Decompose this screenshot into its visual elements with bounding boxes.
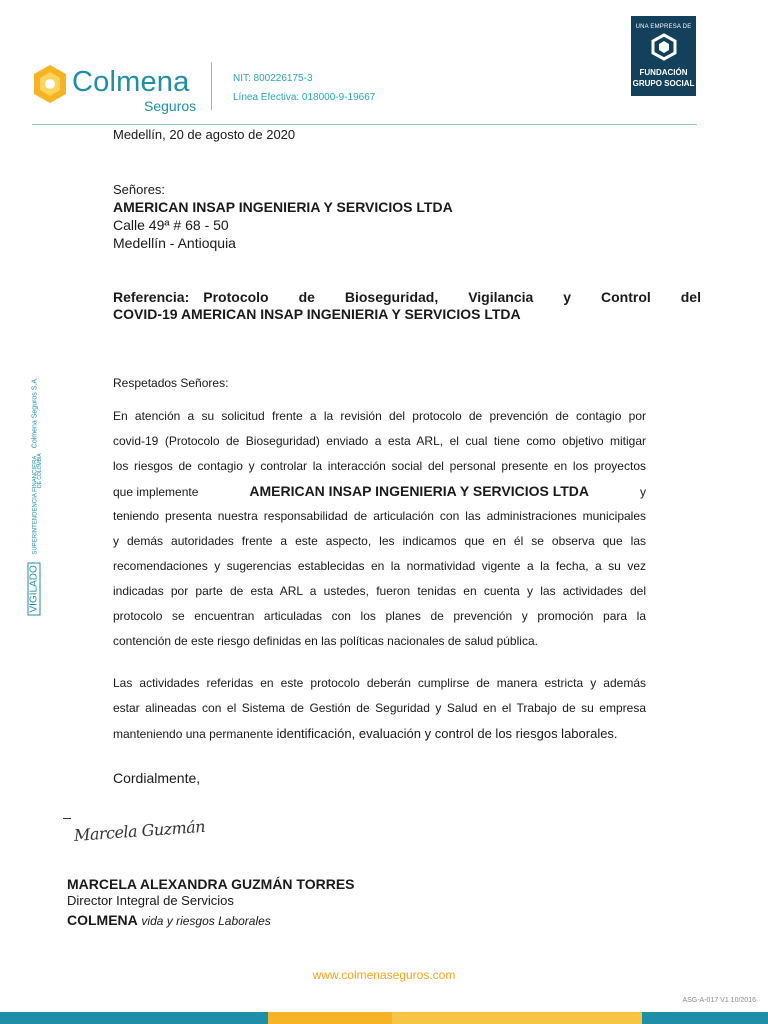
- p1-line: protocolo se encuentran articuladas con los planes de prevención y promoción para la: [113, 609, 646, 623]
- p2-line: Las actividades referidas en este protocolo deberán cumplirse de manera estricta y además: [113, 676, 646, 690]
- recipient-address: Calle 49ª # 68 - 50: [113, 217, 229, 233]
- p1-line: En atención a su solicitud frente a la revisión del protocolo de prevención de contagio por: [113, 409, 646, 423]
- p2-line: estar alineadas con el Sistema de Gestión de Seguridad y Salud en el Trabajo de su empresa: [113, 701, 646, 715]
- header-contact: [233, 72, 375, 105]
- paragraph-2: [113, 671, 646, 746]
- fundacion-logo-icon: [650, 33, 678, 61]
- linea-text: Línea Efectiva: 018000-9-19667: [233, 92, 376, 103]
- footer-bar-teal: [0, 1012, 268, 1024]
- signature-dash: [63, 818, 71, 819]
- company-vertical: Colmena Seguros S.A.: [31, 377, 39, 449]
- vigilado-label: VIGILADO: [28, 562, 41, 615]
- paragraph-1: [113, 404, 646, 654]
- fundacion-name-2: GRUPO SOCIAL: [632, 79, 695, 88]
- p2-l3-end: identificación, evaluación y control de los riesgos laborales.: [276, 726, 618, 741]
- p2-line-3: [113, 721, 646, 746]
- salutation-label: Señores:: [113, 182, 166, 197]
- fundacion-name-1: FUNDACIÓN: [639, 68, 688, 77]
- signer-name: MARCELA ALEXANDRA GUZMÁN TORRES: [67, 876, 355, 892]
- header-rule: [32, 124, 697, 125]
- brand-subtitle: Seguros: [144, 98, 197, 114]
- fundacion-top: UNA EMPRESA DE: [635, 24, 692, 30]
- p1-l4-end: y: [639, 485, 646, 499]
- p1-line: teniendo presenta nuestra responsabilidad de articulación con las administraciones municipales: [113, 509, 646, 523]
- reference-line-2: COVID-19 AMERICAN INSAP INGENIERIA Y SERVICIOS LTDA: [113, 306, 521, 322]
- fundacion-badge: [631, 16, 696, 96]
- closing: Cordialmente,: [113, 770, 201, 786]
- recipient-company: AMERICAN INSAP INGENIERIA Y SERVICIOS LTDA: [113, 199, 453, 215]
- colmena-logo-icon: [32, 64, 68, 104]
- greeting: Respetados Señores:: [113, 376, 229, 390]
- header-divider: [211, 62, 212, 110]
- signer-company-line: [67, 912, 271, 928]
- p1-l4-start: que implemente: [113, 485, 199, 499]
- recipient-city: Medellín - Antioquia: [113, 235, 236, 251]
- p1-line-4: [113, 479, 646, 504]
- p1-line: covid-19 (Protocolo de Bioseguridad) enviado a esta ARL, el cual tiene como objetivo mitigar: [113, 434, 646, 448]
- p1-line: recomendaciones y sugerencias establecidas en la normatividad vigente a la fecha, a su vez: [113, 559, 646, 573]
- footer-bar-teal-right: [642, 1012, 768, 1024]
- superintendencia-2: DE COLOMBIA: [37, 453, 43, 488]
- p1-line: los riesgos de contagio y controlar la interacción social del personal presente en los proyectos: [113, 459, 646, 473]
- reference-line-1: [113, 289, 701, 305]
- document-code: ASG-A-017 V1 10/2016: [682, 997, 756, 1004]
- p2-l3-start: manteniendo una permanente: [113, 727, 274, 741]
- footer-url[interactable]: www.colmenaseguros.com: [312, 968, 456, 982]
- signer-company-sub: vida y riesgos Laborales: [141, 914, 271, 928]
- p1-line: contención de este riesgo definidas en las políticas nacionales de salud pública.: [113, 634, 538, 648]
- footer-bar-yellow: [268, 1012, 392, 1024]
- reference-text-1: Protocolo de Bioseguridad, Vigilancia y Control del: [203, 289, 701, 305]
- signer-title: Director Integral de Servicios: [67, 893, 234, 908]
- brand-name: Colmena: [72, 66, 190, 98]
- letter-date: Medellín, 20 de agosto de 2020: [113, 127, 296, 142]
- footer-bar-light-yellow: [392, 1012, 642, 1024]
- signer-company: COLMENA: [67, 912, 138, 928]
- nit-text: NIT: 800226175-3: [233, 73, 313, 84]
- p1-line: y demás autoridades frente a este aspecto, les indicamos que en él se observa que las: [113, 534, 646, 548]
- handwritten-signature: Marcela Guzmán: [73, 816, 206, 845]
- p1-l4-company: AMERICAN INSAP INGENIERIA Y SERVICIOS LTDA: [249, 483, 590, 499]
- p1-line: indicadas por parte de esta ARL a ustedes, fueron tenidas en cuenta y las actividades del: [113, 584, 646, 598]
- vigilado-sidebar: [20, 360, 50, 640]
- reference-label: Referencia:: [113, 289, 190, 305]
- superintendencia-1: SUPERINTENDENCIA FINANCIERA: [32, 455, 39, 555]
